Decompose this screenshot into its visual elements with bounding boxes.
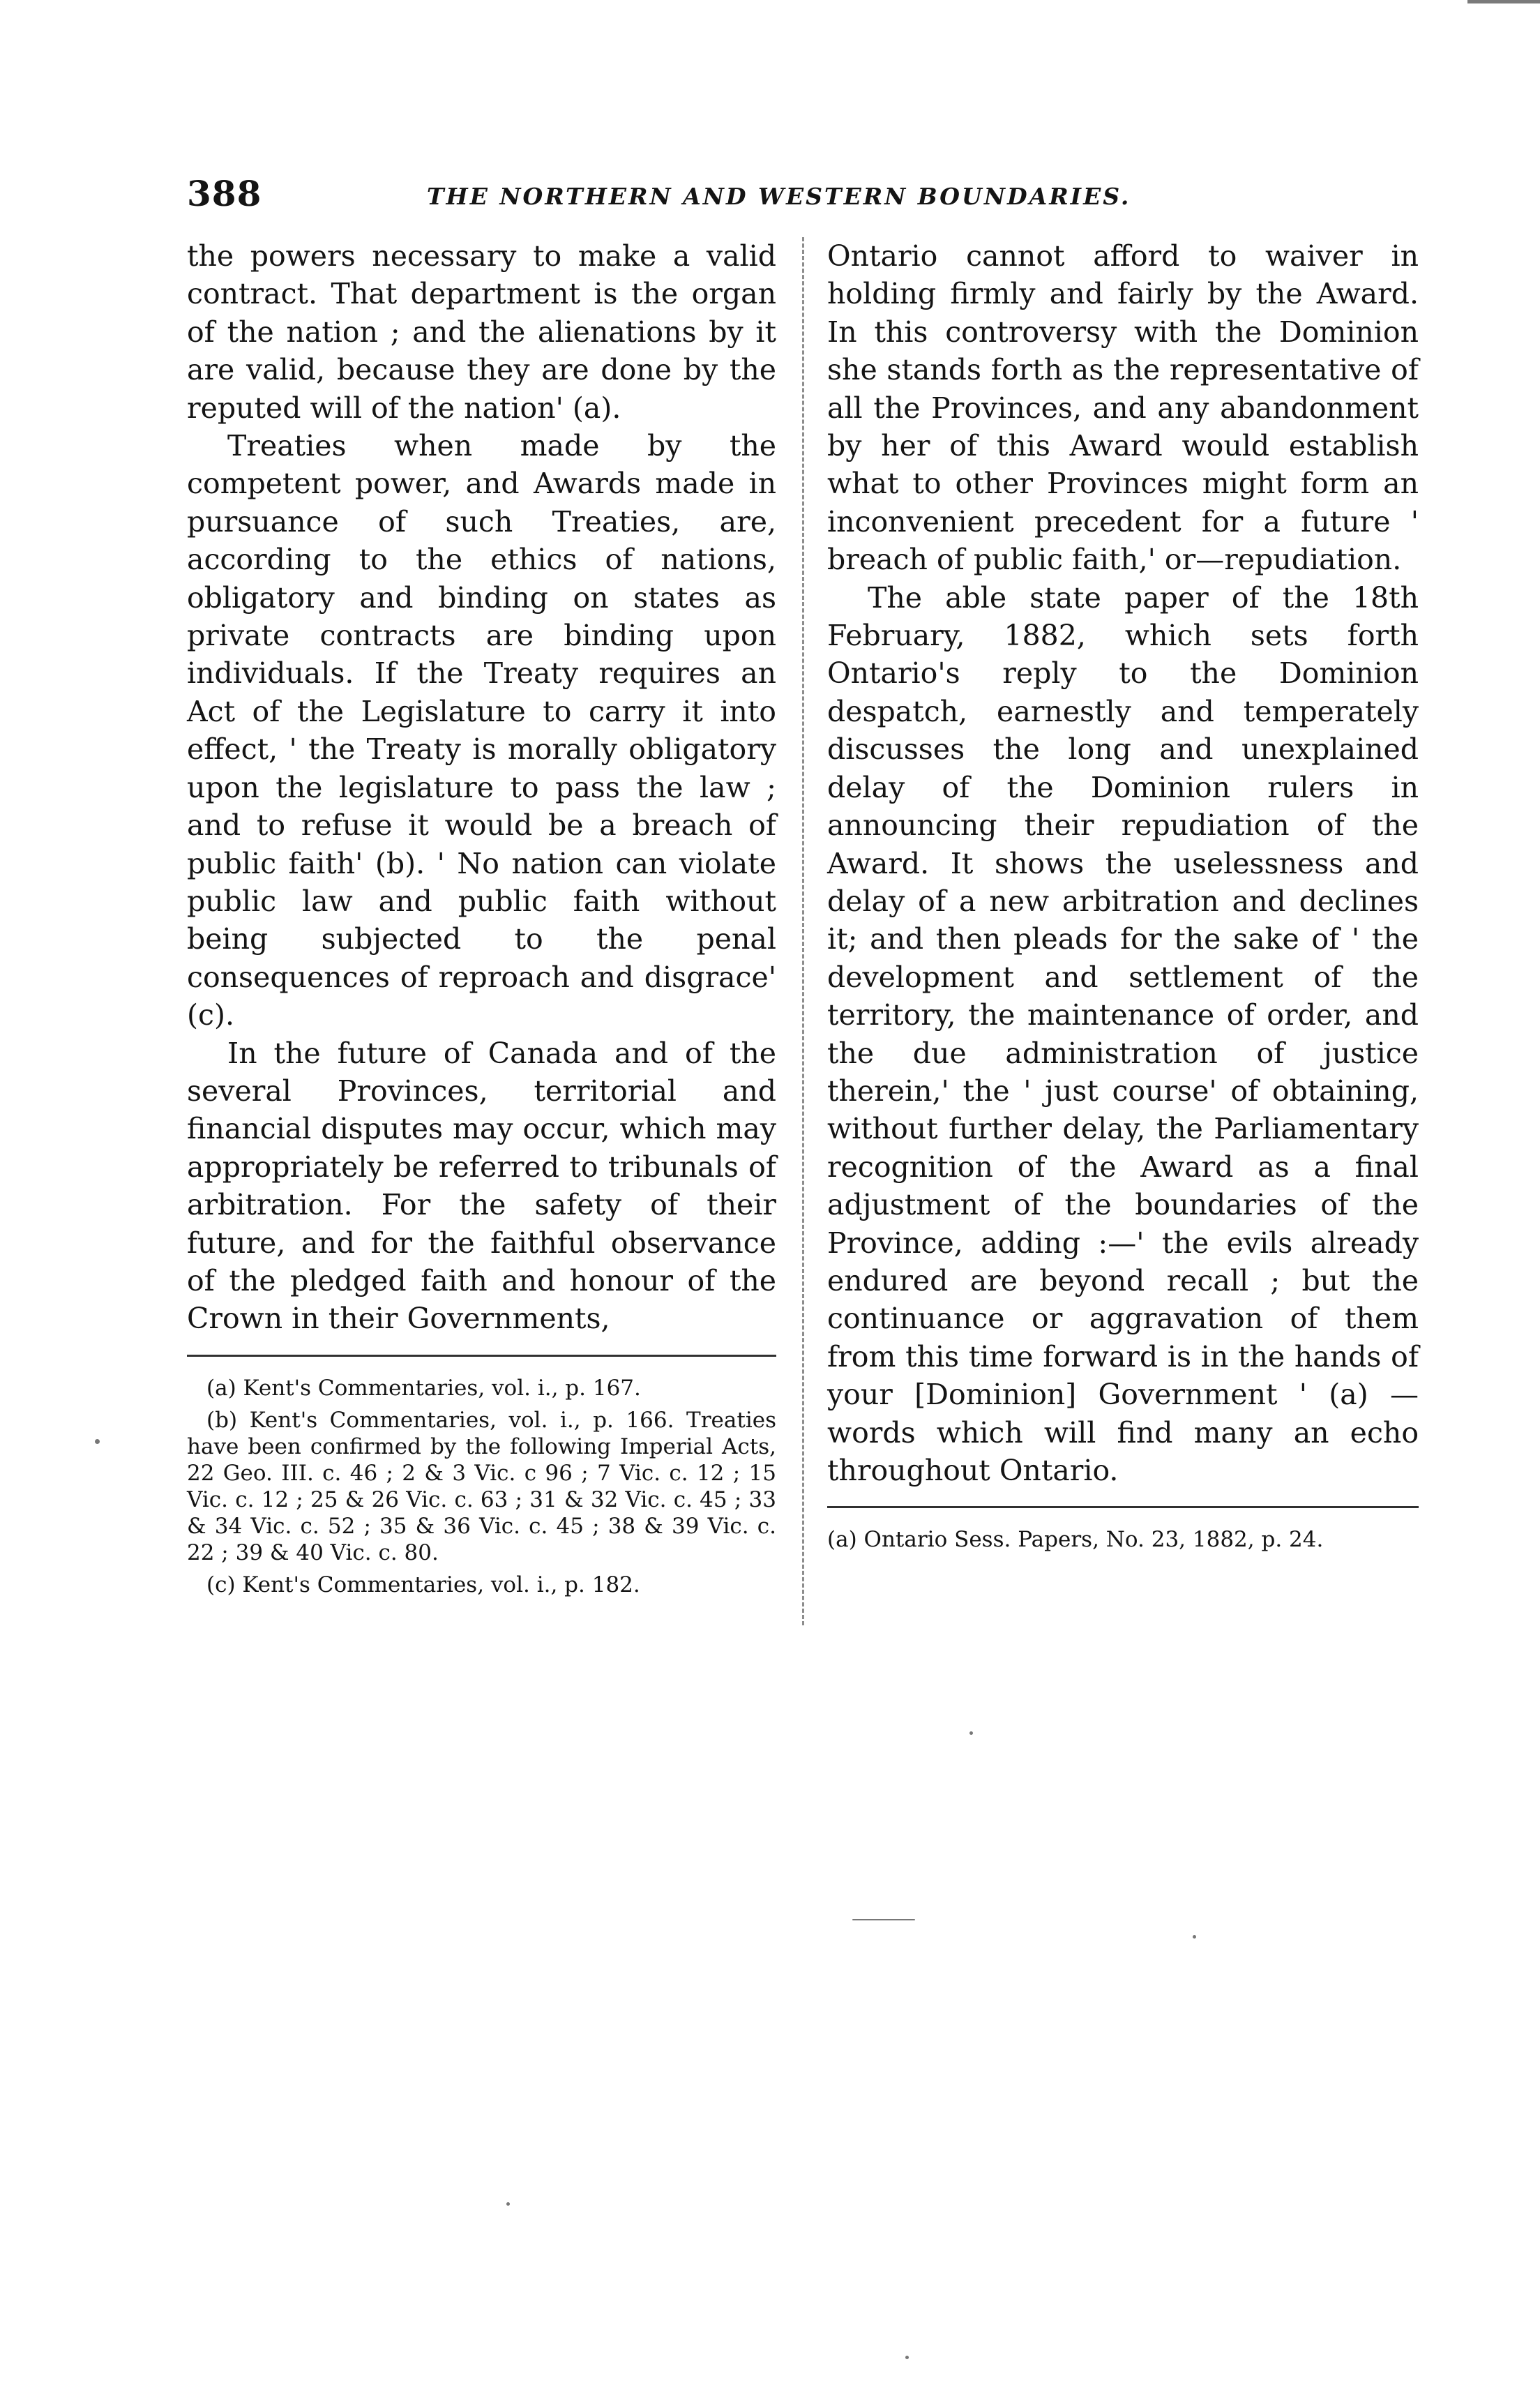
right-column [827,237,1419,1558]
body-paragraph: Ontario cannot afford to waiver in holding firmly and fairly by the Award. In this controversy with the Dominion she stands forth as the representative of all the Provinces, and any abandonment by her of this Award would establish what to other Provinces might form an inconvenient precedent for a future ' breach of public faith,' or—repudiation. [827,239,1419,577]
running-title: THE NORTHERN AND WESTERN BOUNDARIES. [427,183,1131,210]
page-number: 388 [187,173,262,214]
scan-speck [905,2356,909,2359]
footnote: (b) Kent's Commentaries, vol. i., p. 166. Treaties have been confirmed by the following Imperial Acts, 22 Geo. III. c. 46 ; 2 & 3 Vic. c 96 ; 7 Vic. c. 12 ; 15 Vic. c. 12 ; 25 & 26 Vic. c. 63 ; 31 & 32 Vic. c. 45 ; 33 & 34 Vic. c. 52 ; 35 & 36 Vic. c. 45 ; 38 & 39 Vic. c. 22 ; 39 & 40 Vic. c. 80. [187,1407,776,1565]
running-head [187,173,1421,222]
footnote-rule [187,1355,776,1357]
top-edge-rule [1467,0,1540,3]
left-column [187,237,776,1604]
footnote: (c) Kent's Commentaries, vol. i., p. 182. [206,1572,640,1597]
footnote-rule [827,1506,1419,1508]
footnote: (a) Kent's Commentaries, vol. i., p. 167. [206,1375,641,1401]
column-divider [802,237,804,1625]
scan-speck [969,1731,973,1735]
body-paragraph: In the future of Canada and of the several Provinces, territorial and financial disputes may occur, which may appropriately be referred to tribunals of arbitration. For the safety of their future, and for the faithful observance of the pledged faith and honour of the Crown in their Governments, [187,1036,776,1336]
body-paragraph: Treaties when made by the competent power, and Awards made in pursuance of such Treaties, are, according to the ethics of nations, obligatory and binding on states as private contracts are binding upon individuals. If the Treaty requires an Act of the Legislature to carry it into effect, ' the Treaty is morally obligatory upon the legislature to pass the law ; and to refuse it would be a breach of public faith' (b). ' No nation can violate public law and public faith without being subjected to the penal consequences of reproach and disgrace' (c). [187,429,776,1032]
scan-speck [1193,1935,1196,1939]
body-paragraph: the powers necessary to make a valid contract. That department is the organ of the nation ; and the alienations by it are valid, because they are done by the reputed will of the nation' (a). [187,239,776,425]
scan-speck [852,1919,915,1920]
scan-speck [95,1439,100,1444]
footnote: (a) Ontario Sess. Papers, No. 23, 1882, p. 24. [827,1527,1324,1553]
body-paragraph: The able state paper of the 18th February, 1882, which sets forth Ontario's reply to the Dominion despatch, earnestly and temperately discusses the long and unexplained delay of the Dominion rulers in announcing their repudiation of the Award. It shows the uselessness and delay of a new arbitration and declines it; and then pleads for the sake of ' the development and settlement of the territory, the maintenance of order, and the due administration of justice therein,' the ' just course' of obtaining, without further delay, the Parliamentary recognition of the Award as a final adjustment of the boundaries of the Province, adding :—' the evils already endured are beyond recall ; but the continuance or aggravation of them from this time forward is in the hands of your [Dominion] Government ' (a) —words which will find many an echo throughout Ontario. [827,580,1419,1487]
scan-speck [506,2202,510,2206]
